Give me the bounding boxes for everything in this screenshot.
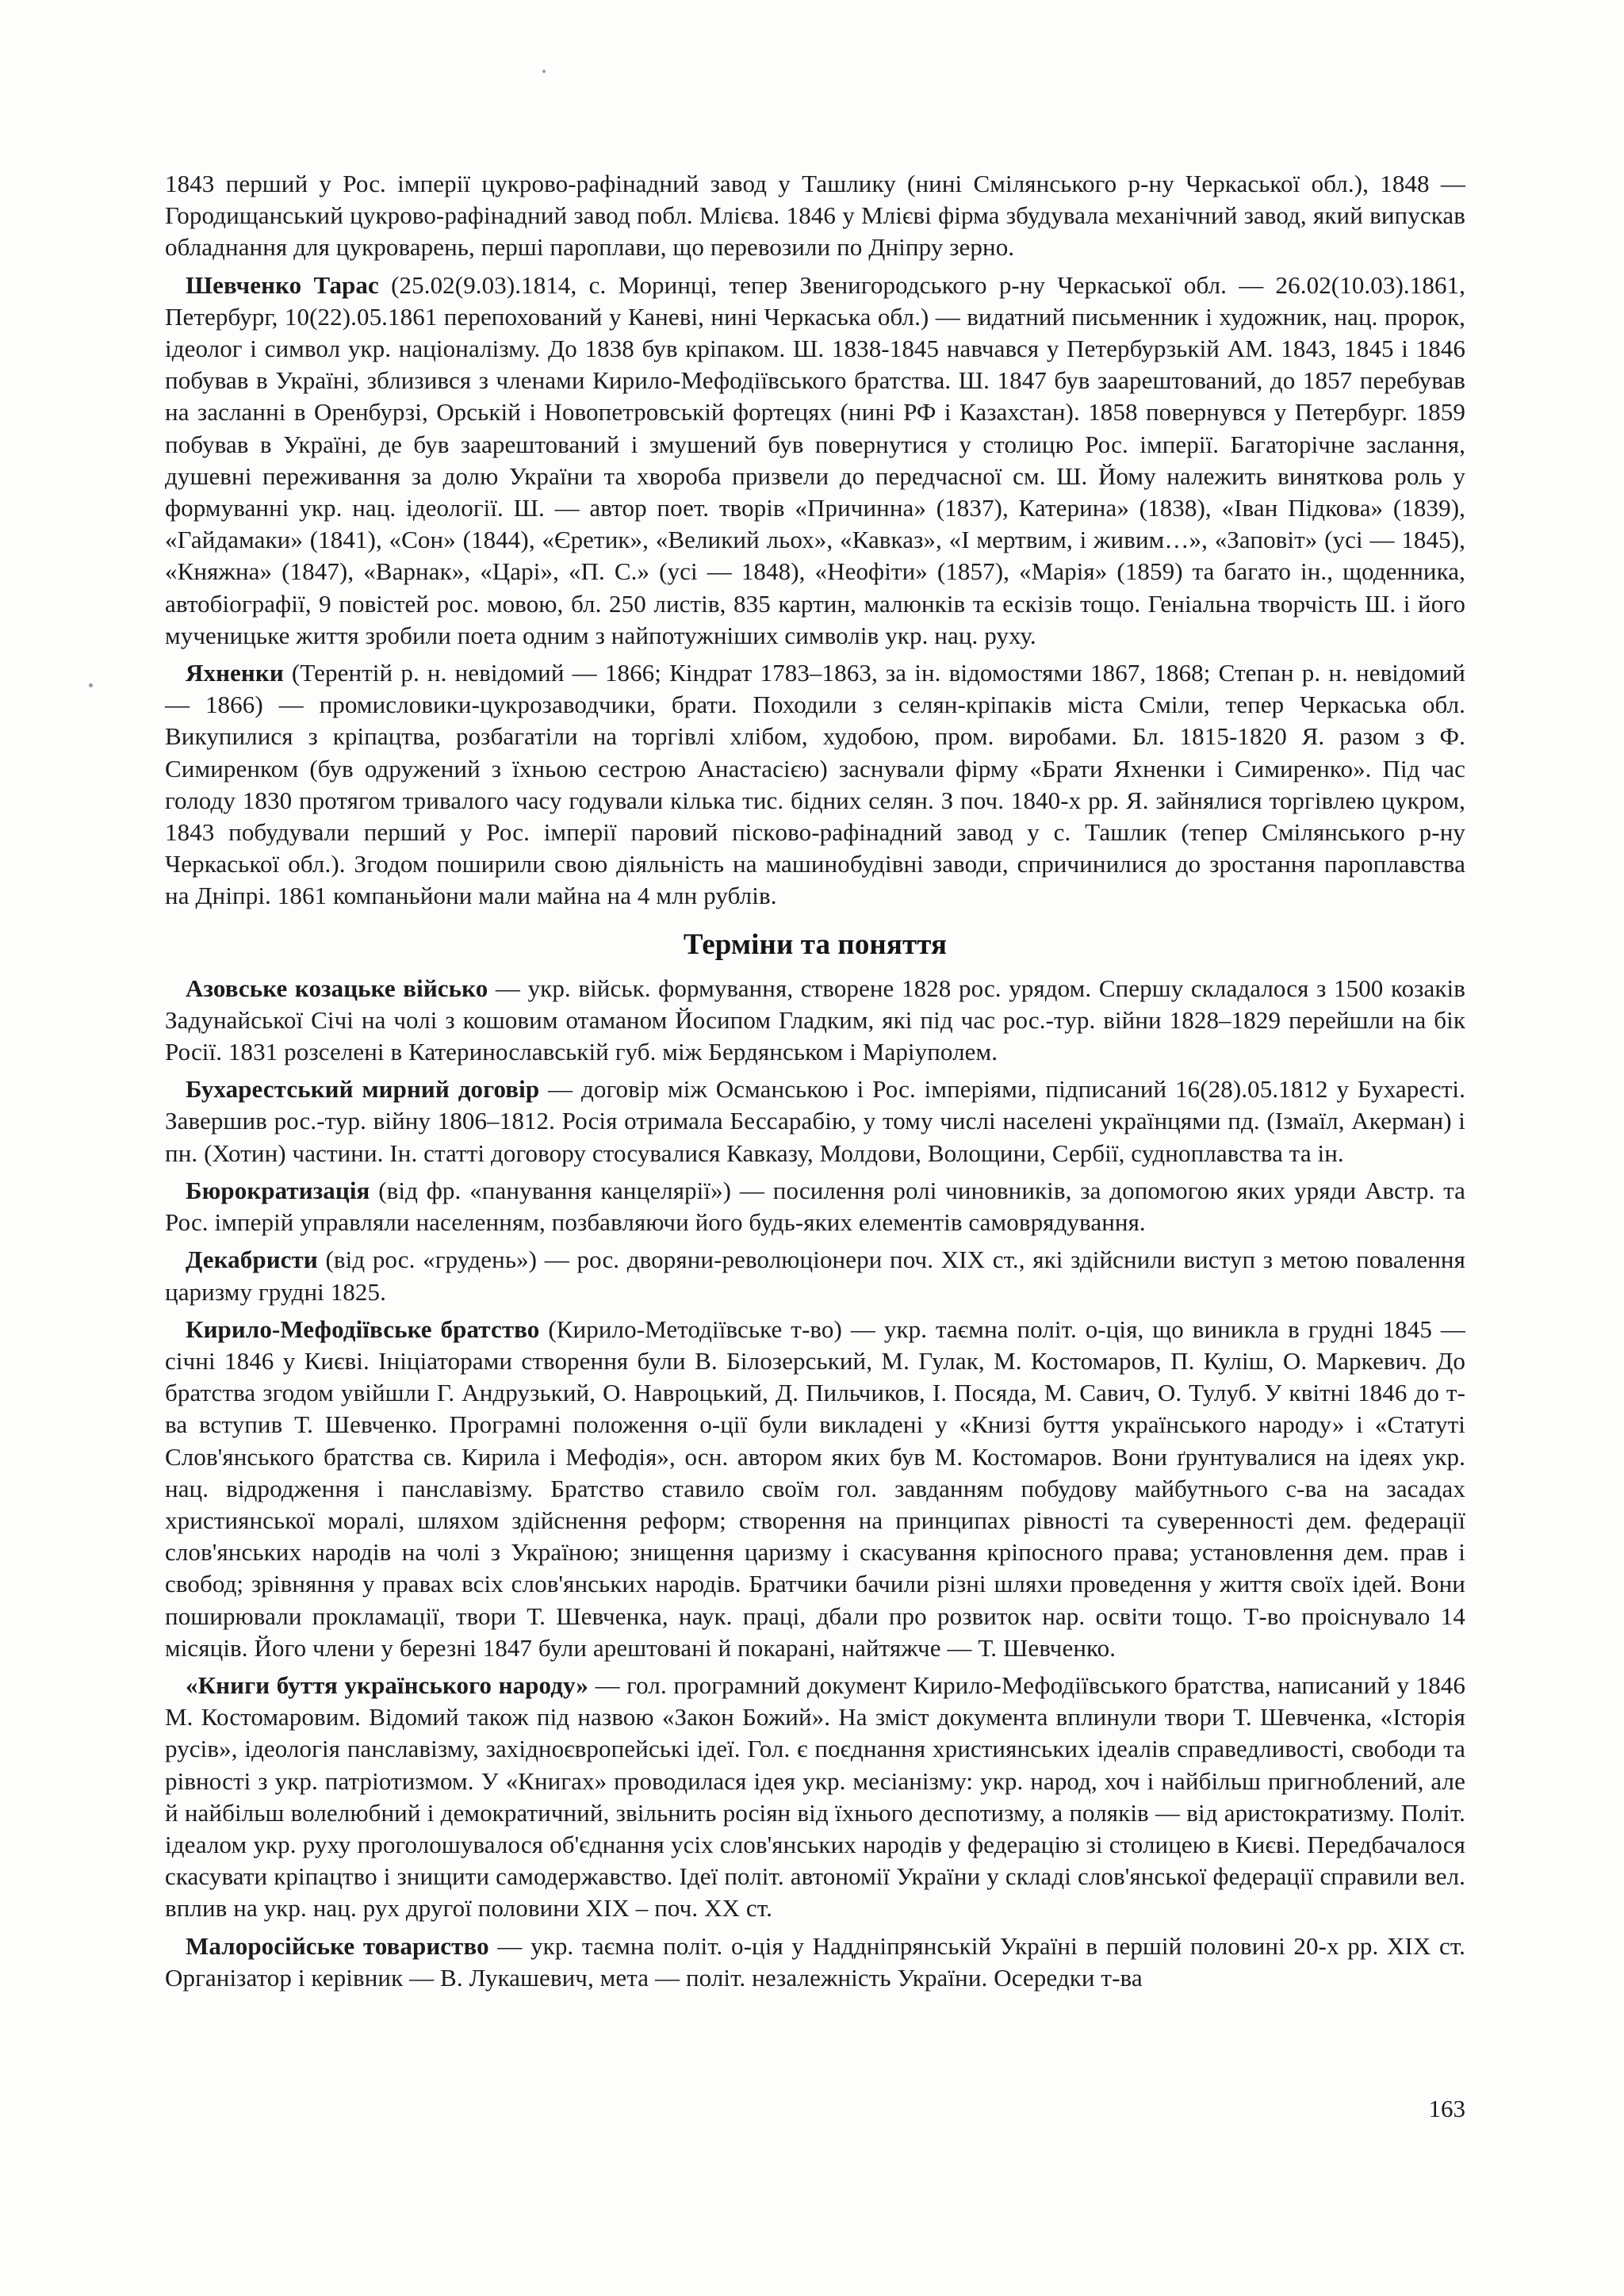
biography-shevchenko (165, 270, 1465, 652)
term-entry-decembrists (165, 1244, 1465, 1307)
entry-text: (від рос. «грудень») — рос. дворяни-революціонери поч. XIX ст., які здійснили виступ з метою повалення царизму грудні 1825. (165, 1246, 1465, 1306)
entry-term: Яхненки (186, 659, 284, 687)
entry-term: Кирило-Мефодіївське братство (186, 1314, 540, 1343)
term-entry-little-russian-society (165, 1931, 1465, 1994)
entry-term: Азовське козацьке військо (186, 974, 488, 1002)
page-number: 163 (1428, 2095, 1465, 2122)
entry-text: (від фр. «панування канцелярії») — посилення ролі чиновників, за допомогою яких уряди Австр. та Рос. імперій управляли населенням, позбавляючи його будь-яких елементів самоврядування. (165, 1176, 1465, 1237)
biography-yakhnenky (165, 657, 1465, 913)
entry-text: (Кирило-Методіївське т-во) — укр. таємна політ. о-ція, що виникла в грудні 1845 — січні 1846 у Києві. Ініціаторами створення були В. Білозерський, М. Гулак, М. Костомаров, П. Куліш, О. Маркевич. До братства згодом увійшли Г. Андрузький, О. Навроцький, Д. Пильчиков, І. Посяда, М. Савич, О. Тулуб. У квітні 1846 до т-ва вступив Т. Шевченко. Програмні положення о-ції були викладені у «Книзі буття українського народу» і «Статуті Слов'янського братства св. Кирила і Мефодія», осн. автором яких був М. Костомаров. Вони ґрунтувалися на ідеях укр. нац. відродження і панславізму. Братство ставило своїм гол. завданням побудову майбутнього с-ва на засадах християнської моралі, шляхом здійснення реформ; створення на принципах рівності та суверенності дем. федерації слов'янських народів на чолі з Україною; знищення царизму і скасування кріпосного права; установлення дем. прав і свобод; зрівняння у правах всіх слов'янських народів. Братчики бачили різні шляхи проведення у життя своїх ідей. Вони поширювали прокламації, твори Т. Шевченка, наук. праці, дбали про розвиток нар. освіти тощо. Т-во проіснувало 14 місяців. Його члени у березні 1847 були арештовані й покарані, найтяжче — Т. Шевченко. (165, 1314, 1466, 1662)
entry-text: — договір між Османською і Рос. імперіями, підписаний 16(28).05.1812 у Бухаресті. Завершив рос.-тур. війну 1806–1812. Росія отримала Бессарабію, у тому числі населені українцями пд. (Ізмаїл, Акерман) і пн. (Хотин) частини. Ін. статті договору стосувалися Кавказу, Молдови, Волощини, Сербії, судноплавства та ін. (165, 1075, 1465, 1167)
term-entry-bureaucratization (165, 1175, 1465, 1238)
section-heading: Терміни та поняття (683, 928, 948, 961)
text-column (165, 168, 1465, 1994)
term-entry-books-of-genesis (165, 1670, 1465, 1925)
term-entry-bucharest (165, 1073, 1465, 1169)
entry-text: — укр. таємна політ. о-ція у Наддніпрянській Україні в першій половині 20-х рр. XIX ст. Організатор і керівник — В. Лукашевич, мета — політ. незалежність України. Осередки т-ва (165, 1931, 1465, 1992)
entry-term: Бюрократизація (186, 1176, 370, 1204)
entry-term: Декабристи (186, 1246, 318, 1274)
entry-term: Бухарестський мирний договір (186, 1075, 540, 1104)
term-entry-cyril-methodius (165, 1314, 1465, 1664)
entry-text: (25.02(9.03).1814, с. Моринці, тепер Звенигородського р-ну Черкаської обл. — 26.02(10.03).1861, Петербург, 10(22).05.1861 перепохований у Каневі, нині Черкаська обл.) — видатний письменник і художник, нац. пророк, ідеолог і символ укр. націоналізму. До 1838 був кріпаком. Ш. 1838-1845 навчався у Петербурзькій АМ. 1843, 1845 і 1846 побував в Україні, зблизився з членами Кирило-Мефодіївського братства. Ш. 1847 був заарештований, до 1857 перебував на засланні в Оренбурзі, Орській і Новопетровській фортецях (нині РФ і Казахстан). 1858 повернувся у Петербург. 1859 побував в Україні, де був заарештований і змушений був повернутися у столицю Рос. імперії. Багаторічне заслання, душевні переживання за долю України та хвороба призвели до передчасної см. Ш. Йому належить виняткова роль у формуванні укр. нац. ідеології. Ш. — автор поет. творів «Причинна» (1837), Катерина» (1838), «Іван Підкова» (1839), «Гайдамаки» (1841), «Сон» (1844), «Єретик», «Великий льох», «Кавказ», «І мертвим, і живим…», «Заповіт» (усі — 1845), «Княжна» (1847), «Варнак», «Царі», «П. С.» (усі — 1848), «Неофіти» (1857), «Марія» (1859) та багато ін., щоденника, автобіографії, 9 повістей рос. мовою, бл. 250 листів, 835 картин, малюнків та ескізів тощо. Геніальна творчість Ш. і його мученицьке життя зробили поета одним з найпотужніших символів укр. нац. руху. (165, 270, 1466, 649)
entry-text: (Терентій р. н. невідомий — 1866; Кіндрат 1783–1863, за ін. відомостями 1867, 1868; Степан р. н. невідомий — 1866) — промисловики-цукрозаводчики, брати. Походили з селян-кріпаків міста Сміли, тепер Черкаська обл. Викупилися з кріпацтва, розбагатіли на торгівлі хлібом, худобою, пром. виробами. Бл. 1815-1820 Я. разом з Ф. Симиренком (був одружений з їхньою сестрою Анастасією) заснували фірму «Брати Яхненки і Симиренко». Під час голоду 1830 протягом тривалого часу годували кілька тис. бідних селян. З поч. 1840-х рр. Я. зайнялися торгівлею цукром, 1843 побудували перший у Рос. імперії паровий піскoво-рафінадний завод у с. Ташлик (тепер Смілянського р-ну Черкаської обл.). Згодом поширили свою діяльність на машинобудівні заводи, спричинилися до зростання пароплавства на Дніпрі. 1861 компаньйони мали майна на 4 млн рублів. (165, 659, 1465, 910)
entry-term: Малоросійське товариство (186, 1931, 489, 1960)
entry-text: — гол. програмний документ Кирило-Мефодіївського братства, написаний у 1846 М. Костомаровим. Відомий також під назвою «Закон Божий». На зміст документа вплинули твори Т. Шевченка, «Історія русів», ідеологія панславізму, західноєвропейські ідеї. Гол. є поєднання християнських ідеалів справедливості, свободи та рівності з укр. патріотизмом. У «Книгах» проводилася ідея укр. месіанізму: укр. народ, хоч і найбільш пригноблений, але й найбільш волелюбний і демократичний, звільнить росіян від їхнього деспотизму, а поляків — від аристократизму. Політ. ідеалом укр. руху проголошувалося об'єднання усіх слов'янських народів у федерацію зі столицею в Києві. Передбачалося скасувати кріпацтво і знищити самодержавство. Ідеї політ. автономії України у складі слов'янської федерації справили вел. вплив на укр. нац. рух другої половини XIX – поч. XX ст. (165, 1670, 1465, 1923)
scan-speck (542, 70, 546, 73)
term-entry-azov (165, 973, 1465, 1069)
entry-text: — укр. військ. формування, створене 1828 рос. урядом. Спершу складалося з 1500 козаків Задунайської Січі на чолі з кошовим отаманом Йосипом Гладким, які під час рос.-тур. війни 1828–1829 перейшли на бік Росії. 1831 розселені в Катеринославській губ. між Бердянськом і Маріуполем. (165, 974, 1465, 1066)
entry-term: Шевченко Тарас (186, 270, 379, 299)
scan-speck (89, 683, 93, 687)
entry-term: «Книги буття українського народу» (186, 1670, 588, 1699)
intro-paragraph: 1843 перший у Рос. імперії цукрово-рафінадний завод у Ташлику (нині Смілянського р-ну Черкаської обл.), 1848 — Городищанський цукрово-рафінадний завод побл. Млієва. 1846 у Млієві фірма збудувала механічний завод, який випускав обладнання для цукроварень, перші пароплави, що перевозили по Дніпру зерно. (165, 170, 1465, 262)
